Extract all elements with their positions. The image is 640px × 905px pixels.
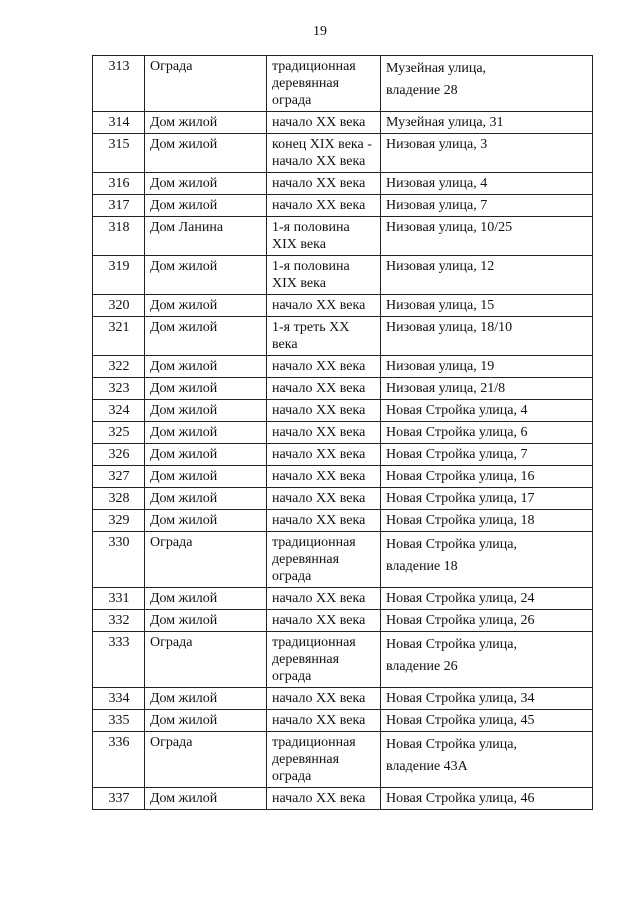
address <box>381 173 593 195</box>
address <box>381 195 593 217</box>
row-number: 334 <box>93 688 145 710</box>
address-line: Новая Стройка улица, 45 <box>386 713 535 728</box>
dating: начало XX века <box>267 710 381 732</box>
object-name: Ограда <box>145 532 267 588</box>
address-line: Новая Стройка улица, 24 <box>386 591 535 606</box>
table-row <box>93 173 593 195</box>
dating: традиционная деревянная ограда <box>267 56 381 112</box>
row-number: 327 <box>93 466 145 488</box>
row-number: 316 <box>93 173 145 195</box>
table-row <box>93 195 593 217</box>
dating: начало XX века <box>267 195 381 217</box>
row-number: 321 <box>93 317 145 356</box>
address <box>381 444 593 466</box>
address <box>381 610 593 632</box>
row-number: 329 <box>93 510 145 532</box>
address-line: Новая Стройка улица, 17 <box>386 491 535 506</box>
dating: 1-я треть XX века <box>267 317 381 356</box>
dating: начало XX века <box>267 444 381 466</box>
address-line: Новая Стройка улица, 6 <box>386 425 528 440</box>
address <box>381 688 593 710</box>
row-number: 326 <box>93 444 145 466</box>
object-name: Дом жилой <box>145 488 267 510</box>
row-number: 333 <box>93 632 145 688</box>
object-name: Дом жилой <box>145 195 267 217</box>
object-name: Ограда <box>145 56 267 112</box>
row-number: 332 <box>93 610 145 632</box>
dating: начало XX века <box>267 295 381 317</box>
dating: начало XX века <box>267 488 381 510</box>
address-line: Новая Стройка улица, 26 <box>386 613 535 628</box>
address-line: Новая Стройка улица, 7 <box>386 447 528 462</box>
address-line: Низовая улица, 7 <box>386 198 488 213</box>
address <box>381 588 593 610</box>
table-row <box>93 356 593 378</box>
table-row <box>93 488 593 510</box>
table-row <box>93 510 593 532</box>
row-number: 314 <box>93 112 145 134</box>
row-number: 328 <box>93 488 145 510</box>
object-name: Ограда <box>145 632 267 688</box>
table-row <box>93 134 593 173</box>
object-name: Дом жилой <box>145 588 267 610</box>
address <box>381 488 593 510</box>
address-line: Низовая улица, 15 <box>386 298 495 313</box>
dating: начало XX века <box>267 400 381 422</box>
row-number: 317 <box>93 195 145 217</box>
row-number: 335 <box>93 710 145 732</box>
page-number: 19 <box>313 24 327 39</box>
dating: 1-я половина XIX века <box>267 217 381 256</box>
dating: начало XX века <box>267 378 381 400</box>
table-row <box>93 112 593 134</box>
address-line: Музейная улица, <box>386 61 487 76</box>
address-line: Низовая улица, 12 <box>386 259 495 274</box>
address <box>381 422 593 444</box>
address-line: Низовая улица, 21/8 <box>386 381 506 396</box>
dating: традиционная деревянная ограда <box>267 732 381 788</box>
table-row <box>93 400 593 422</box>
address-line: Низовая улица, 3 <box>386 137 488 152</box>
object-name: Дом Ланина <box>145 217 267 256</box>
object-name: Дом жилой <box>145 256 267 295</box>
object-name: Дом жилой <box>145 317 267 356</box>
row-number: 336 <box>93 732 145 788</box>
address-line: Новая Стройка улица, 4 <box>386 403 528 418</box>
row-number: 320 <box>93 295 145 317</box>
object-name: Ограда <box>145 732 267 788</box>
object-name: Дом жилой <box>145 688 267 710</box>
object-name: Дом жилой <box>145 444 267 466</box>
object-name: Дом жилой <box>145 510 267 532</box>
dating: начало XX века <box>267 610 381 632</box>
row-number: 313 <box>93 56 145 112</box>
object-name: Дом жилой <box>145 356 267 378</box>
table-row <box>93 217 593 256</box>
object-name: Дом жилой <box>145 134 267 173</box>
table-body <box>93 56 593 810</box>
row-number: 325 <box>93 422 145 444</box>
table-row <box>93 632 593 688</box>
object-name: Дом жилой <box>145 788 267 810</box>
address <box>381 532 593 588</box>
table-row <box>93 56 593 112</box>
object-name: Дом жилой <box>145 710 267 732</box>
address-line: Новая Стройка улица, 46 <box>386 791 535 806</box>
address <box>381 732 593 788</box>
dating: 1-я половина XIX века <box>267 256 381 295</box>
dating: начало XX века <box>267 788 381 810</box>
dating: начало XX века <box>267 173 381 195</box>
table-row <box>93 256 593 295</box>
table-row <box>93 610 593 632</box>
row-number: 323 <box>93 378 145 400</box>
address <box>381 56 593 112</box>
table-row <box>93 710 593 732</box>
row-number: 319 <box>93 256 145 295</box>
address <box>381 217 593 256</box>
address-line: Новая Стройка улица, 34 <box>386 691 535 706</box>
table-row <box>93 532 593 588</box>
dating: начало XX века <box>267 466 381 488</box>
table-row <box>93 688 593 710</box>
address <box>381 295 593 317</box>
address <box>381 400 593 422</box>
row-number: 331 <box>93 588 145 610</box>
address <box>381 710 593 732</box>
row-number: 318 <box>93 217 145 256</box>
address-line: Новая Стройка улица, <box>386 637 517 652</box>
object-name: Дом жилой <box>145 466 267 488</box>
row-number: 330 <box>93 532 145 588</box>
dating: конец XIX века - начало XX века <box>267 134 381 173</box>
table-row <box>93 788 593 810</box>
row-number: 315 <box>93 134 145 173</box>
table-row <box>93 732 593 788</box>
dating: традиционная деревянная ограда <box>267 532 381 588</box>
table-row <box>93 295 593 317</box>
table-row <box>93 422 593 444</box>
address <box>381 466 593 488</box>
heritage-objects-table <box>92 55 593 810</box>
address-line: Музейная улица, 31 <box>386 115 504 130</box>
address <box>381 378 593 400</box>
dating: начало XX века <box>267 510 381 532</box>
object-name: Дом жилой <box>145 422 267 444</box>
table-row <box>93 378 593 400</box>
address-line: Низовая улица, 19 <box>386 359 495 374</box>
address-line: владение 26 <box>386 659 458 674</box>
object-name: Дом жилой <box>145 173 267 195</box>
object-name: Дом жилой <box>145 112 267 134</box>
address-line: Новая Стройка улица, <box>386 537 517 552</box>
dating: начало XX века <box>267 588 381 610</box>
table-row <box>93 444 593 466</box>
row-number: 324 <box>93 400 145 422</box>
address-line: Новая Стройка улица, <box>386 737 517 752</box>
object-name: Дом жилой <box>145 400 267 422</box>
address <box>381 510 593 532</box>
address <box>381 112 593 134</box>
object-name: Дом жилой <box>145 295 267 317</box>
row-number: 337 <box>93 788 145 810</box>
address <box>381 632 593 688</box>
object-name: Дом жилой <box>145 378 267 400</box>
address <box>381 256 593 295</box>
dating: традиционная деревянная ограда <box>267 632 381 688</box>
dating: начало XX века <box>267 688 381 710</box>
table-row <box>93 317 593 356</box>
address <box>381 317 593 356</box>
address-line: владение 18 <box>386 559 458 574</box>
dating: начало XX века <box>267 112 381 134</box>
address <box>381 134 593 173</box>
table-row <box>93 466 593 488</box>
address-line: Низовая улица, 10/25 <box>386 220 513 235</box>
address <box>381 788 593 810</box>
address-line: владение 28 <box>386 83 458 98</box>
row-number: 322 <box>93 356 145 378</box>
dating: начало XX века <box>267 422 381 444</box>
dating: начало XX века <box>267 356 381 378</box>
address-line: Новая Стройка улица, 16 <box>386 469 535 484</box>
address-line: Новая Стройка улица, 18 <box>386 513 535 528</box>
address <box>381 356 593 378</box>
object-name: Дом жилой <box>145 610 267 632</box>
address-line: Низовая улица, 4 <box>386 176 488 191</box>
address-line: Низовая улица, 18/10 <box>386 320 513 335</box>
address-line: владение 43А <box>386 759 468 774</box>
table-row <box>93 588 593 610</box>
